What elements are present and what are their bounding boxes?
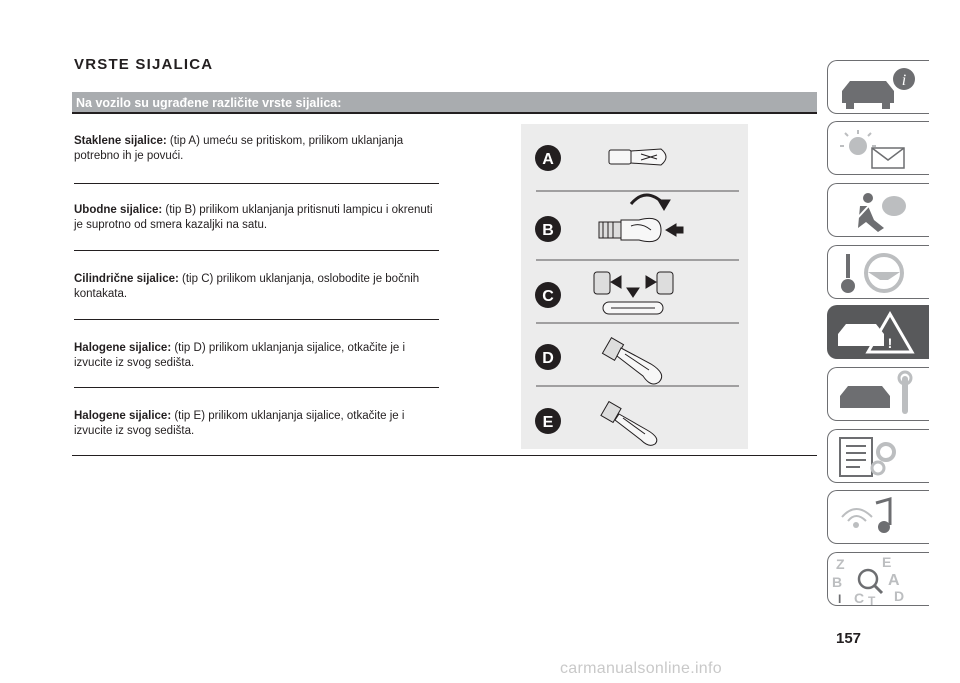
section-title: VRSTE SIJALICA <box>74 56 214 73</box>
bulb-type-name: Staklene sijalice: <box>74 135 167 147</box>
bulb-type-b-paragraph <box>74 203 444 233</box>
alphabetical-index-icon <box>828 553 930 607</box>
bulb-type-a-paragraph <box>74 134 444 164</box>
index-letter-b: B <box>832 574 843 590</box>
airbag-seatbelt-icon <box>828 184 930 238</box>
car-maintenance-icon <box>828 368 930 422</box>
divider <box>74 319 439 320</box>
bulb-illustration <box>521 124 748 449</box>
divider <box>74 387 439 388</box>
tab-safety[interactable] <box>827 183 929 237</box>
page-number: 157 <box>836 630 862 647</box>
car-info-icon <box>828 61 930 115</box>
multimedia-icon <box>828 491 930 545</box>
label-a-badge <box>535 145 561 171</box>
tab-technical-data[interactable] <box>827 429 929 483</box>
label-d-badge <box>535 344 561 370</box>
divider <box>74 183 439 184</box>
bulb-type-c-paragraph <box>74 272 444 302</box>
tab-starting-driving[interactable] <box>827 245 929 299</box>
bulb-b-drawing <box>599 195 683 242</box>
bulb-type-description: (tip C) prilikom uklanjanja, oslobodite je bočnih kontakata. <box>74 273 420 300</box>
bulb-label-c: C <box>542 288 554 305</box>
bulb-e-drawing <box>601 402 657 446</box>
divider <box>74 250 439 251</box>
tab-warning-lights[interactable] <box>827 121 929 175</box>
svg-text:I: I <box>838 592 842 606</box>
bulb-label-e: E <box>542 414 554 431</box>
bulb-type-description: (tip B) prilikom uklanjanja pritisnuti lampicu i okrenuti je suprotno od smera kazaljki na satu. <box>74 204 433 231</box>
tab-dashboard[interactable] <box>827 60 929 114</box>
index-letter-t: T <box>868 594 876 607</box>
label-b-badge <box>535 216 561 242</box>
bulb-type-name: Ubodne sijalice: <box>74 204 163 216</box>
key-steering-wheel-icon <box>828 246 930 300</box>
warning-lights-icon <box>828 122 930 176</box>
bulb-type-description: (tip D) prilikom uklanjanja sijalice, otkačite je i izvucite iz svog sedišta. <box>74 342 406 369</box>
bulb-type-description: (tip E) prilikom uklanjanja sijalice, otkačite je i izvucite iz svog sedišta. <box>74 410 405 437</box>
bottom-divider <box>72 455 817 456</box>
bulb-type-name: Halogene sijalice: <box>74 342 172 354</box>
label-c-badge <box>535 282 561 308</box>
car-warning-triangle-icon <box>828 306 930 360</box>
bulb-a-drawing <box>609 149 666 165</box>
index-letter-d: D <box>894 588 905 604</box>
bulb-type-description: (tip A) umeću se pritiskom, prilikom uklanjanja potrebno ih je povući. <box>74 135 404 162</box>
technical-data-icon <box>828 430 930 484</box>
tab-multimedia[interactable] <box>827 490 929 544</box>
bulb-type-name: Cilindrične sijalice: <box>74 273 179 285</box>
index-letter-c: C <box>854 590 865 606</box>
bulb-label-d: D <box>542 350 554 367</box>
watermark: carmanualsonline.info <box>560 660 722 677</box>
index-letter-z: Z <box>836 556 845 572</box>
bulb-type-e-paragraph <box>74 409 444 439</box>
index-letter-e: E <box>882 554 892 570</box>
tab-index[interactable] <box>827 552 929 606</box>
tab-emergency[interactable] <box>827 305 929 359</box>
bulb-type-name: Halogene sijalice: <box>74 410 172 422</box>
index-letter-a: A <box>888 572 900 589</box>
bulb-label-a: A <box>542 151 554 168</box>
bulb-d-drawing <box>602 338 661 384</box>
section-banner: Na vozilo su ugrađene različite vrste sijalica: <box>72 92 817 114</box>
bulb-label-b: B <box>542 222 554 239</box>
tab-maintenance[interactable] <box>827 367 929 421</box>
svg-text:i: i <box>901 72 907 89</box>
bulb-illustration-panel <box>521 124 748 449</box>
label-e-badge <box>535 408 561 434</box>
bulb-c-drawing <box>594 272 673 314</box>
svg-text:!: ! <box>887 335 893 351</box>
bulb-type-d-paragraph <box>74 341 444 371</box>
